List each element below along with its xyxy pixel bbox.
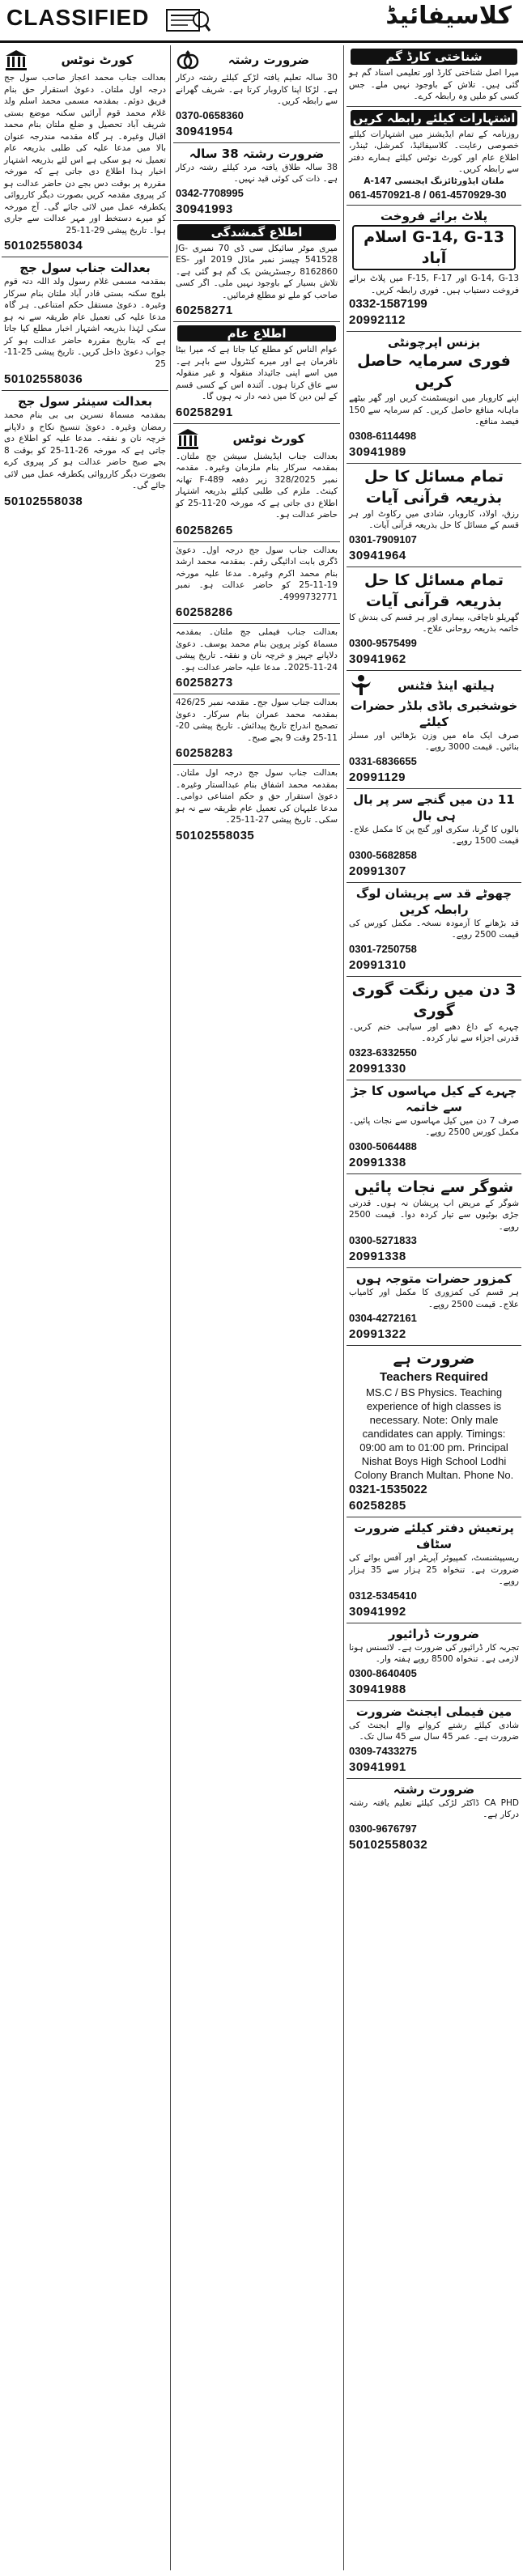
ad-code: 20991322 xyxy=(349,1327,406,1341)
ad-title: پرتعیش دفتر کیلئے ضرورت سٹاف xyxy=(354,1521,514,1551)
bodybuilder-icon xyxy=(349,673,373,698)
lost-item-ad xyxy=(173,221,340,323)
brand-title: CLASSIFIED xyxy=(6,5,150,30)
ad-title: اشتہارات کیلئے رابطہ کریں xyxy=(351,110,517,126)
ad-phone: 0309-7433275 xyxy=(349,1744,417,1757)
health-ad xyxy=(347,789,521,883)
ad-code: 30941989 xyxy=(349,444,406,459)
ad-body: بعدالت جناب سول جج۔ مقدمہ نمبر 426/25 بمقدمہ محمد عمران بنام سرکار۔ دعویٰ تصحیح اندراج تاریخ پیدائش۔ تاریخ پیشی 20-11-25 وقت 9 بجے صبح۔ xyxy=(176,698,338,743)
ad-code: 20991330 xyxy=(349,1061,406,1076)
ad-title: مین فیملی ایجنٹ ضرورت xyxy=(355,1704,512,1719)
ad-code: 30941988 xyxy=(349,1682,406,1696)
ad-code: 20991310 xyxy=(349,957,406,972)
court-notice-ad xyxy=(173,424,340,542)
job-ad xyxy=(347,1623,521,1701)
rings-icon xyxy=(176,48,200,72)
ad-title: کمزور حضرات متوجہ ہوں xyxy=(355,1271,512,1286)
ad-title: شوگر سے نجات پائیں xyxy=(354,1178,514,1196)
column-left xyxy=(2,45,168,2570)
agency-name: ملتان ایڈورٹائزنگ ایجنسی 147-A xyxy=(364,176,504,186)
ad-body: بعدالت جناب فیملی جج ملتان۔ بمقدمہ مسماۃ کوثر پروین بنام محمد یوسف۔ دعویٰ دلاپانے جہیز و خرچہ نان و نفقہ۔ تاریخ پیشی 24-11-2025۔ مدعا علیہ حاضر عدالت ہو۔ xyxy=(176,627,338,673)
ad-body: صرف ایک ماہ میں وزن بڑھائیں اور مسلز بنائیں۔ قیمت 3000 روپے۔ xyxy=(349,730,519,752)
ad-code: 60258285 xyxy=(349,1499,406,1513)
ad-body: CA PHD ڈاکٹر لڑکی کیلئے تعلیم یافتہ رشتہ درکار ہے۔ xyxy=(349,1797,519,1819)
rishta-ad xyxy=(173,45,340,143)
ad-code: 60258265 xyxy=(176,523,233,537)
ad-body: بعدالت جناب ایڈیشنل سیشن جج ملتان۔ بمقدمہ سرکار بنام ملزمان وغیرہ۔ مقدمہ نمبر 328/2025 زیر دفعہ 489-F تھانہ کینٹ۔ ملزم کی طلبی کیلئے بذریعہ اشتہار اطلاع دی جاتی ہے کہ مورخہ 20-11-25 کو حاضر عدالت ہو۔ xyxy=(176,451,338,520)
public-notice-ad xyxy=(173,322,340,424)
teachers-body: MS.C / BS Physics. Teaching experience of high classes is necessary. Note: Only male candidates can apply. Timings: 09:00 am to 01:00 pm. Principal Nishat Boys High School Lodhi Colony Branch Multan. Phone No. xyxy=(354,1386,514,1481)
ad-phone: 0300-5271833 xyxy=(349,1234,417,1246)
plot-sale-ad xyxy=(347,206,521,332)
notice-code: 50102558038 xyxy=(4,494,83,508)
ad-title: 3 دن میں رنگت گوری گوری xyxy=(351,980,517,1020)
page-header xyxy=(0,0,523,40)
ad-subtitle: G-14, G-13 اسلام آباد xyxy=(352,225,516,270)
ad-phone: 0321-1535022 xyxy=(349,1483,427,1496)
ad-code: 30941991 xyxy=(349,1759,406,1774)
ad-body: اپنے کاروبار میں انویسٹمنٹ کریں اور گھر بیٹھے ماہانہ منافع حاصل کریں۔ کم سرمایہ سے 150 فیصد منافع۔ xyxy=(349,393,519,427)
job-ad xyxy=(347,1517,521,1623)
ad-body: شادی کیلئے رشتے کروانے والے ایجنٹ کی ضرورت ہے۔ عمر 45 سال سے 45 سال تک۔ xyxy=(349,1720,519,1742)
ad-phone: 0332-1587199 xyxy=(349,297,427,311)
court-notice-ad xyxy=(2,391,168,512)
column-right xyxy=(347,45,521,2570)
ad-phone: 0300-9575499 xyxy=(349,636,417,649)
column-divider xyxy=(170,45,171,2570)
rishta-ad xyxy=(347,1779,521,1856)
ad-body: 30 سالہ تعلیم یافتہ لڑکے کیلئے رشتہ درکار ہے۔ لڑکا اپنا کاروبار کرتا ہے۔ شریف گھرانے سے رابطہ کریں۔ xyxy=(176,73,338,106)
teachers-title: Teachers Required xyxy=(380,1370,488,1384)
ad-code: 50102558032 xyxy=(349,1837,428,1852)
ad-subtitle: فوری سرمایہ حاصل کریں xyxy=(357,352,511,391)
ad-code: 30941954 xyxy=(176,124,233,138)
ad-title: چھوٹے قد سے پریشان لوگ رابطہ کریں xyxy=(355,885,512,917)
ad-code: 30941993 xyxy=(176,202,233,216)
ad-code: 20991338 xyxy=(349,1155,406,1169)
ad-body: تجربہ کار ڈرائیور کی ضرورت ہے۔ لائسنس ہونا لازمی ہے۔ تنخواہ 8500 روپے ہفتہ وار۔ xyxy=(349,1642,519,1664)
ad-title: اطلاع عام xyxy=(177,325,336,342)
newspaper-icon xyxy=(162,3,210,36)
ad-phone: 0301-7250758 xyxy=(349,942,417,955)
advertising-contact-ad xyxy=(347,107,521,206)
ad-body: بعدالت جناب سول جج درجہ اول ملتان۔ بمقدمہ محمد اشفاق بنام عبدالستار وغیرہ۔ دعویٰ استقرار حق و حکم امتناعی دوامی۔ مدعا علیہان کی تعمیل عام طریقہ سے نہ ہو سکی۔ تاریخ پیشی 27-11-25۔ xyxy=(176,768,338,825)
ad-code: 60258286 xyxy=(176,605,233,619)
ad-code: 60258283 xyxy=(176,746,233,760)
court-building-icon xyxy=(176,427,200,451)
ad-body: میری موٹر سائیکل سی ڈی 70 نمبری JG-541528 چیسز نمبر ماڈل 2019 اور ES-8162860 رجسٹریشن بک گم ہو گئی ہے۔ تلاش بسیار کے باوجود نہیں ملی۔ اگر کسی صاحب کو ملے تو مطلع فرمائیں۔ xyxy=(176,243,338,300)
spiritual-ad xyxy=(347,464,521,567)
job-ad xyxy=(347,1346,521,1517)
ad-body: میرا اصل شناختی کارڈ اور تعلیمی اسناد گم ہو گئی ہیں۔ تلاش کے باوجود نہیں ملے۔ جس کسی کو ملیں وہ رابطہ کرے۔ xyxy=(349,68,519,101)
health-ad xyxy=(347,671,521,789)
ad-title: ضرورت رشتہ 38 سالہ xyxy=(189,146,325,161)
ad-code: 20992112 xyxy=(349,313,406,327)
health-ad xyxy=(347,1174,521,1269)
ad-body: 38 سالہ طلاق یافتہ مرد کیلئے رشتہ درکار ہے۔ ذات کی کوئی قید نہیں۔ xyxy=(176,162,338,184)
ad-title: ضرورت ڈرائیور xyxy=(388,1626,480,1641)
court-notice-ad xyxy=(173,542,340,625)
ad-body: گھریلو ناچاقی، بیماری اور ہر قسم کی بندش کا خاتمہ بذریعہ روحانی علاج۔ xyxy=(349,612,519,634)
ad-body: ہر قسم کی کمزوری کا مکمل اور کامیاب علاج۔ قیمت 2500 روپے۔ xyxy=(349,1288,519,1309)
ad-title: کورٹ نوٹس xyxy=(232,431,305,446)
ad-title: پلاٹ برائے فروخت xyxy=(380,209,488,223)
ad-body: عوام الناس کو مطلع کیا جاتا ہے کہ میرا بیٹا نافرمان ہے اور میرے کنٹرول سے باہر ہے۔ میں اسے اپنی جائیداد منقولہ و غیر منقولہ سے عاق کرتا ہوں۔ آئندہ اس کے کسی قسم کے لین دین کا میں ذمہ دار نہ ہوں گا۔ xyxy=(176,345,338,401)
ad-phone: 061-4570921-8 / 061-4570929-30 xyxy=(349,189,507,201)
ad-title: ضرورت رشتہ xyxy=(393,1781,475,1797)
ad-body: روزنامہ کے تمام ایڈیشنز میں اشتہارات کیلئے خصوصی رعایت۔ کلاسیفائیڈ، کمرشل، ٹینڈر، اطلاع عام اور کورٹ نوٹس کیلئے ہمارے دفتر سے رابطہ کریں۔ xyxy=(349,129,519,174)
ad-code: 50102558035 xyxy=(176,828,255,842)
ad-code: 20991129 xyxy=(349,770,406,784)
header-divider xyxy=(0,40,523,43)
ad-phone: 0300-9676797 xyxy=(349,1822,417,1835)
ad-phone: 0300-8640405 xyxy=(349,1666,417,1679)
urdu-title: کلاسیفائیڈ xyxy=(385,2,512,30)
ad-code: 30941992 xyxy=(349,1604,406,1619)
ad-body: بعدالت جناب سول جج درجہ اول۔ دعویٰ ڈگری بابت ادائیگی رقم۔ بمقدمہ محمد ارشد بنام محمد اکرم وغیرہ۔ مدعا علیہ مورخہ 19-11-25 کو حاضر عدالت ہو۔ نمبر 4999732771۔ xyxy=(176,545,338,602)
court-notice-ad xyxy=(173,765,340,847)
ad-phone: 0370-0658360 xyxy=(176,108,244,121)
health-ad xyxy=(347,883,521,977)
notice-body: بمقدمہ مسماۃ نسرین بی بی بنام محمد رمضان وغیرہ۔ دعویٰ تنسیخ نکاح و دلاپانے خرچہ نان و نفقہ۔ مدعا علیہ کو اطلاع دی جاتی ہے کہ مورخہ 26-11-25 کو بوقت 8 بجے صبح حاضر عدالت ہو کر پیروی کرے بصورت دیگر کارروائی یکطرفہ عمل میں لائی جائے گی۔ xyxy=(4,410,166,490)
business-ad xyxy=(347,332,521,464)
ad-title: ضرورت رشتہ xyxy=(227,53,310,67)
ad-body: چہرے کے داغ دھبے اور سیاہی ختم کریں۔ قدرتی اجزاء سے تیار کردہ۔ xyxy=(349,1021,519,1043)
ad-title: 11 دن میں گنجے سر پر بال ہی بال xyxy=(353,791,515,823)
ad-phone: 0308-6114498 xyxy=(349,429,417,442)
notice-body: بعدالت جناب محمد اعجاز صاحب سول جج درجہ اول ملتان۔ دعویٰ استقرار حق بنام فریق دوئم۔ بمقدمہ مسمی محمد اسلم ولد غلام محمد قوم آرائیں سکنہ موضع بستی شریف آباد تحصیل و ضلع ملتان بنام محمد اقبال وغیرہ۔ ہر گاہ مقدمہ مندرجہ عنوان بالا میں مدعا علیہ کی طلبی بذریعہ عام تعمیل نہ ہو سکی ہے اس لئے بذریعہ اشتہار اخبار ہذا اطلاع دی جاتی ہے کہ مورخہ مقررہ پر بوقت دس بجے دن حاضر عدالت ہو کر پیروی مقدمہ کریں بصورت دیگر کارروائی یکطرفہ عمل میں لائی جائے گی۔ آج مورخہ کو میرے دستخط اور مہر عدالت سے جاری ہوا۔ تاریخ پیشی 29-11-25 xyxy=(4,73,166,236)
rishta-ad xyxy=(173,143,340,221)
ad-phone: 0301-7909107 xyxy=(349,533,417,545)
court-notice-ad xyxy=(2,45,168,257)
ad-body: ریسیپشنسٹ، کمپیوٹر آپریٹر اور آفس بوائے کی ضرورت ہے۔ تنخواہ 25 ہزار سے 35 ہزار روپے۔ xyxy=(349,1553,519,1586)
ad-subtitle: خوشخبری باڈی بلڈر حضرات کیلئے xyxy=(350,698,518,729)
notice-title: کورٹ نوٹس xyxy=(61,53,134,67)
spiritual-ad xyxy=(347,567,521,671)
ad-title: اطلاع گمشدگی xyxy=(177,224,336,240)
ad-phone: 0331-6836655 xyxy=(349,754,417,767)
ad-phone: 0304-4272161 xyxy=(349,1312,417,1324)
ad-title: ہیلتھ اینڈ فٹنس xyxy=(398,677,495,693)
notice-code: 50102558034 xyxy=(4,239,83,253)
ad-body: صرف 7 دن میں کیل مہاسوں سے نجات پائیں۔ مکمل کورس 2500 روپے۔ xyxy=(349,1115,520,1137)
notice-body: بمقدمہ مسمی غلام رسول ولد اللہ دتہ قوم بلوچ سکنہ بستی قادر آباد ملتان بنام سرکار وغیرہ۔ دعویٰ مستقل حکم امتناعی۔ ہر گاہ مدعا علیہ کی تعمیل عام طریقہ سے نہ ہو سکی لہٰذا بذریعہ اشتہار اخبار مطلع کیا جاتا ہے کہ بتاریخ مقررہ حاضر عدالت ہو کر جواب دعویٰ داخل کریں۔ تاریخ پیشی 25-11-25 xyxy=(4,277,166,369)
health-ad xyxy=(347,1268,521,1346)
ad-code: 30941964 xyxy=(349,548,406,562)
ad-title: شناختی کارڈ گم xyxy=(351,49,517,65)
ad-phone: 0300-5682858 xyxy=(349,848,417,861)
ad-code: 30941962 xyxy=(349,651,406,666)
ad-title: تمام مسائل کا حل بذریعہ قرآنی آیات xyxy=(364,571,504,610)
ad-body: G-14, G-13 اور F-15, F-17 میں پلاٹ برائے فروخت دستیاب ہیں۔ فوری رابطہ کریں۔ xyxy=(349,274,519,295)
job-ad xyxy=(347,1701,521,1779)
ad-code: 60258291 xyxy=(176,405,233,419)
ad-code: 60258273 xyxy=(176,676,233,690)
ad-body: رزق، اولاد، کاروبار، شادی میں رکاوٹ اور ہر قسم کے مسائل کا حل بذریعہ قرآنی آیات۔ xyxy=(349,508,519,530)
ad-phone: 0300-5064488 xyxy=(349,1139,417,1152)
column-divider xyxy=(343,45,344,2570)
notice-code: 50102558036 xyxy=(4,372,83,386)
health-ad xyxy=(347,1080,521,1174)
court-notice-ad xyxy=(173,624,340,694)
ad-phone: 0323-6332550 xyxy=(349,1046,417,1059)
ad-title: چہرے کے کیل مہاسوں کا جڑ سے خاتمہ xyxy=(351,1083,517,1114)
court-notice-ad xyxy=(173,694,340,765)
court-notice-ad xyxy=(2,257,168,391)
column-middle xyxy=(173,45,340,2570)
ad-body: شوگر کے مریض اب پریشان نہ ہوں۔ قدرتی جڑی بوٹیوں سے تیار کردہ دوا۔ قیمت 2500 روپے۔ xyxy=(349,1198,519,1232)
ad-code: 20991338 xyxy=(349,1250,406,1263)
notice-title: بعدالت جناب سول جج xyxy=(19,261,151,275)
health-ad xyxy=(347,977,521,1080)
ad-title: بزنس اپرچونٹی xyxy=(387,335,481,350)
ad-title: تمام مسائل کا حل بذریعہ قرآنی آیات xyxy=(364,467,504,507)
notice-title: بعدالت سینئر سول جج xyxy=(17,394,153,409)
ad-body: قد بڑھانے کا آزمودہ نسخہ۔ مکمل کورس کی قیمت 2500 روپے۔ xyxy=(349,918,519,940)
court-building-icon xyxy=(4,48,28,72)
ad-phone: 0312-5345410 xyxy=(349,1589,417,1602)
personal-ad xyxy=(347,45,521,107)
ad-body: بالوں کا گرنا، سکری اور گنج پن کا مکمل علاج۔ قیمت 1500 روپے۔ xyxy=(349,824,519,846)
ad-code: 60258271 xyxy=(176,303,233,317)
ad-code: 20991307 xyxy=(349,864,406,878)
ad-phone: 0342-7708995 xyxy=(176,186,244,199)
ad-title: ضرورت ہے xyxy=(393,1350,475,1368)
